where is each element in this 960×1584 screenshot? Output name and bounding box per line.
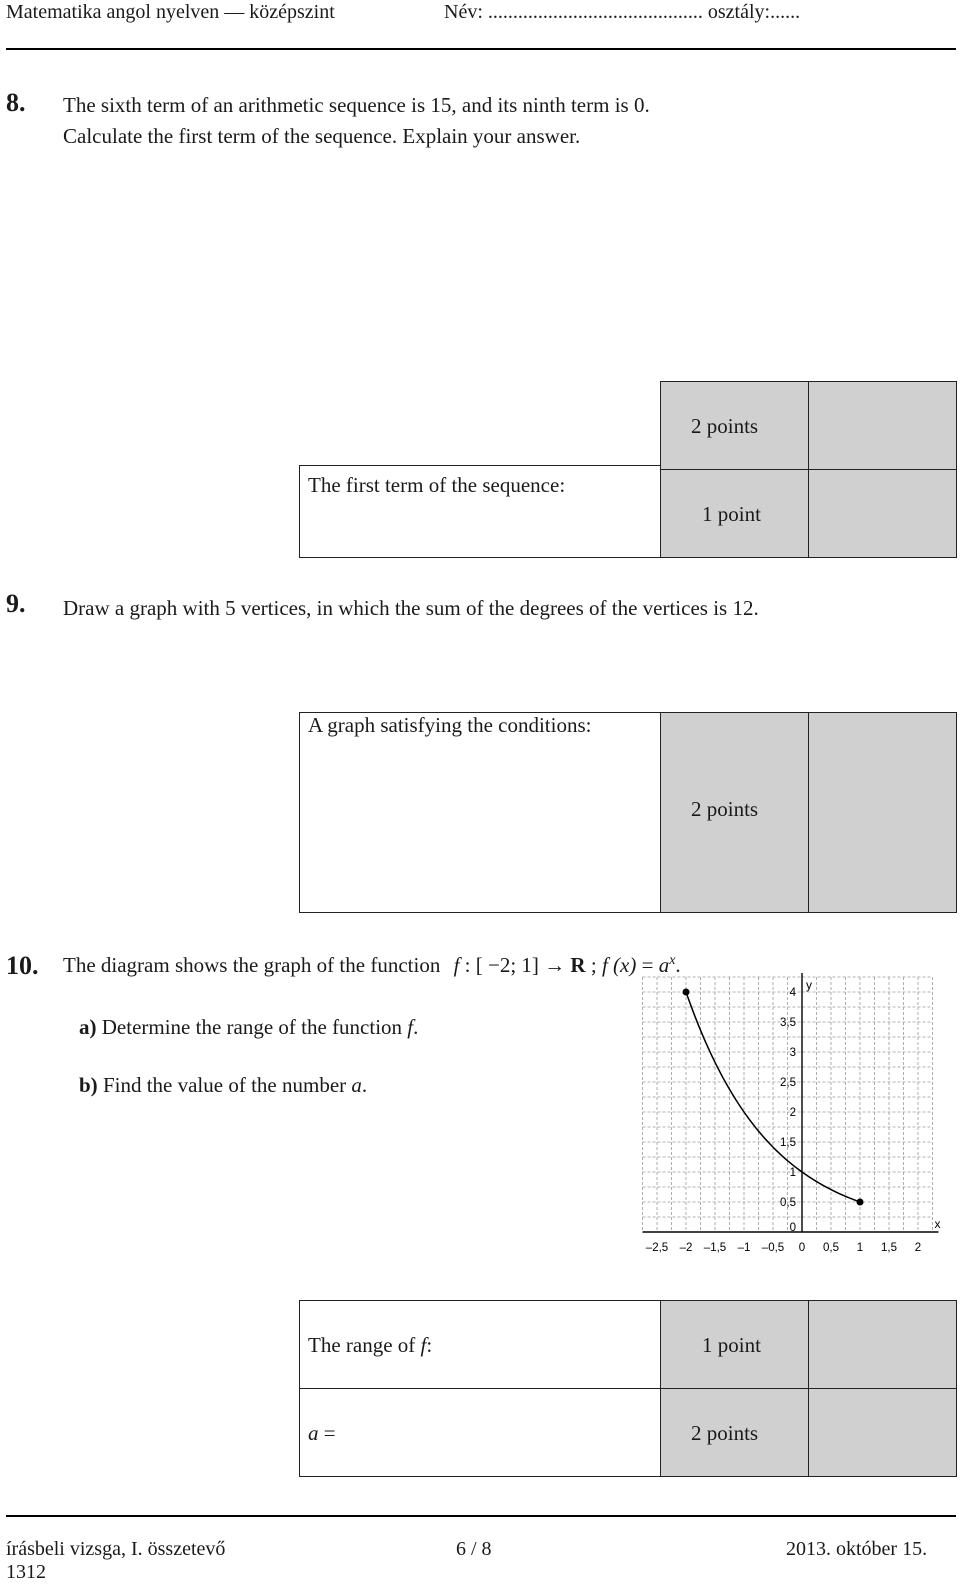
- q10-part-a-label: a): [79, 1015, 97, 1039]
- q9-answer-box[interactable]: [299, 712, 661, 913]
- q10-a-label-var: a: [308, 1421, 319, 1445]
- x-tick-label: –2: [679, 1242, 693, 1254]
- q10-range-label-text: The range of: [308, 1333, 421, 1357]
- q9-answer-label: A graph satisfying the conditions:: [308, 713, 592, 737]
- x-tick-label: 1,5: [881, 1242, 897, 1254]
- question-10-number: 10.: [6, 951, 39, 980]
- y-tick-label: 0: [789, 1222, 796, 1234]
- curve-endpoint: [683, 989, 690, 996]
- y-tick-label: 3,5: [780, 1017, 796, 1029]
- footer-page: 6 / 8: [456, 1538, 492, 1560]
- x-tick-label: 0: [798, 1242, 806, 1254]
- q9-points: 2 points: [691, 797, 759, 821]
- q8-score-cell-b[interactable]: [808, 469, 957, 558]
- q10-points-a: 2 points: [691, 1421, 759, 1445]
- x-tick-label: –1: [737, 1242, 751, 1254]
- q10-part-b-text: Find the value of the number: [97, 1073, 352, 1097]
- q10-formula-sep: ;: [585, 953, 602, 977]
- q10-part-a-end: .: [413, 1015, 419, 1039]
- q10-part-b: [79, 1073, 367, 1098]
- q8-points-a: 2 points: [691, 414, 759, 438]
- curve-endpoint: [857, 1199, 864, 1206]
- y-tick-label: 1,5: [780, 1137, 796, 1149]
- x-tick-label: –1,5: [703, 1242, 727, 1254]
- q10-part-b-end: .: [361, 1073, 368, 1097]
- q10-part-b-label: b): [79, 1073, 98, 1097]
- y-tick-label: 0,5: [780, 1197, 796, 1209]
- q10-range-label-var: f: [420, 1333, 427, 1357]
- q10-formula-fx: f (x): [601, 953, 637, 977]
- y-tick-label: 4: [789, 987, 796, 999]
- footer-date: 2013. október 15.: [786, 1538, 928, 1560]
- q10-score-cell-a[interactable]: [808, 1388, 957, 1477]
- x-axis-label: x: [934, 1217, 941, 1231]
- q10-part-a-var: f: [407, 1015, 414, 1039]
- q10-formula-a: a: [658, 953, 670, 977]
- q10-a-answer-box[interactable]: [299, 1388, 661, 1477]
- y-tick-label: 3: [789, 1047, 796, 1059]
- q9-score-cell[interactable]: [808, 712, 957, 913]
- question-8-line-1: The sixth term of an arithmetic sequence is 15, and its ninth term is 0.: [63, 93, 650, 117]
- y-tick-label: 1: [789, 1167, 796, 1179]
- y-tick-label: 2,5: [780, 1077, 796, 1089]
- footer-rule: [6, 1515, 956, 1517]
- q10-range-label: [308, 1333, 432, 1358]
- q10-part-a: [79, 1015, 418, 1040]
- question-8-line-2: Calculate the first term of the sequence. Explain your answer.: [63, 124, 581, 148]
- x-tick-label: –0,5: [761, 1242, 785, 1254]
- q10-score-cell-range[interactable]: [808, 1300, 957, 1389]
- header-title: Matematika angol nyelven — középszint: [6, 1, 335, 23]
- q10-formula-domain: : [ −2; 1] →: [459, 953, 571, 977]
- q10-formula-exp: x: [669, 953, 676, 968]
- footer-code: 1312: [6, 1561, 46, 1583]
- q8-score-cell-a[interactable]: [808, 381, 957, 470]
- question-9-text: Draw a graph with 5 vertices, in which the sum of the degrees of the vertices is 12.: [63, 596, 759, 620]
- function-graph: [640, 978, 960, 1271]
- chart-axes: [643, 973, 941, 1232]
- q8-points-b: 1 point: [702, 502, 761, 526]
- q10-a-label: [308, 1421, 336, 1446]
- q10-formula-eq: =: [636, 953, 659, 977]
- q10-formula-end: .: [675, 953, 681, 977]
- header-rule: [6, 48, 956, 50]
- q10-part-b-var: a: [351, 1073, 362, 1097]
- footer-left: írásbeli vizsga, I. összetevő: [6, 1538, 226, 1560]
- x-tick-label: –2,5: [645, 1242, 669, 1254]
- q10-formula-R: R: [570, 953, 586, 977]
- y-axis-label: y: [806, 978, 812, 992]
- q10-part-a-text: Determine the range of the function: [96, 1015, 408, 1039]
- q10-a-label-end: =: [318, 1421, 336, 1445]
- question-8-number: 8.: [6, 88, 26, 117]
- x-tick-label: 0,5: [823, 1242, 839, 1254]
- chart-tick-labels: [646, 987, 921, 1254]
- header-name-field: Név: ........................................... osztály:......: [444, 1, 801, 23]
- question-9-number: 9.: [6, 589, 26, 618]
- question-10-text: [63, 953, 681, 978]
- chart-grid: [643, 977, 933, 1232]
- x-tick-label: 2: [914, 1242, 922, 1254]
- q10-formula-f: f: [453, 953, 460, 977]
- q10-range-label-end: :: [426, 1333, 433, 1357]
- q10-points-range: 1 point: [702, 1333, 761, 1357]
- q10-text-prefix: The diagram shows the graph of the function: [63, 953, 441, 977]
- q8-answer-label: The first term of the sequence:: [308, 473, 566, 497]
- y-tick-label: 2: [789, 1107, 796, 1119]
- x-tick-label: 1: [856, 1242, 864, 1254]
